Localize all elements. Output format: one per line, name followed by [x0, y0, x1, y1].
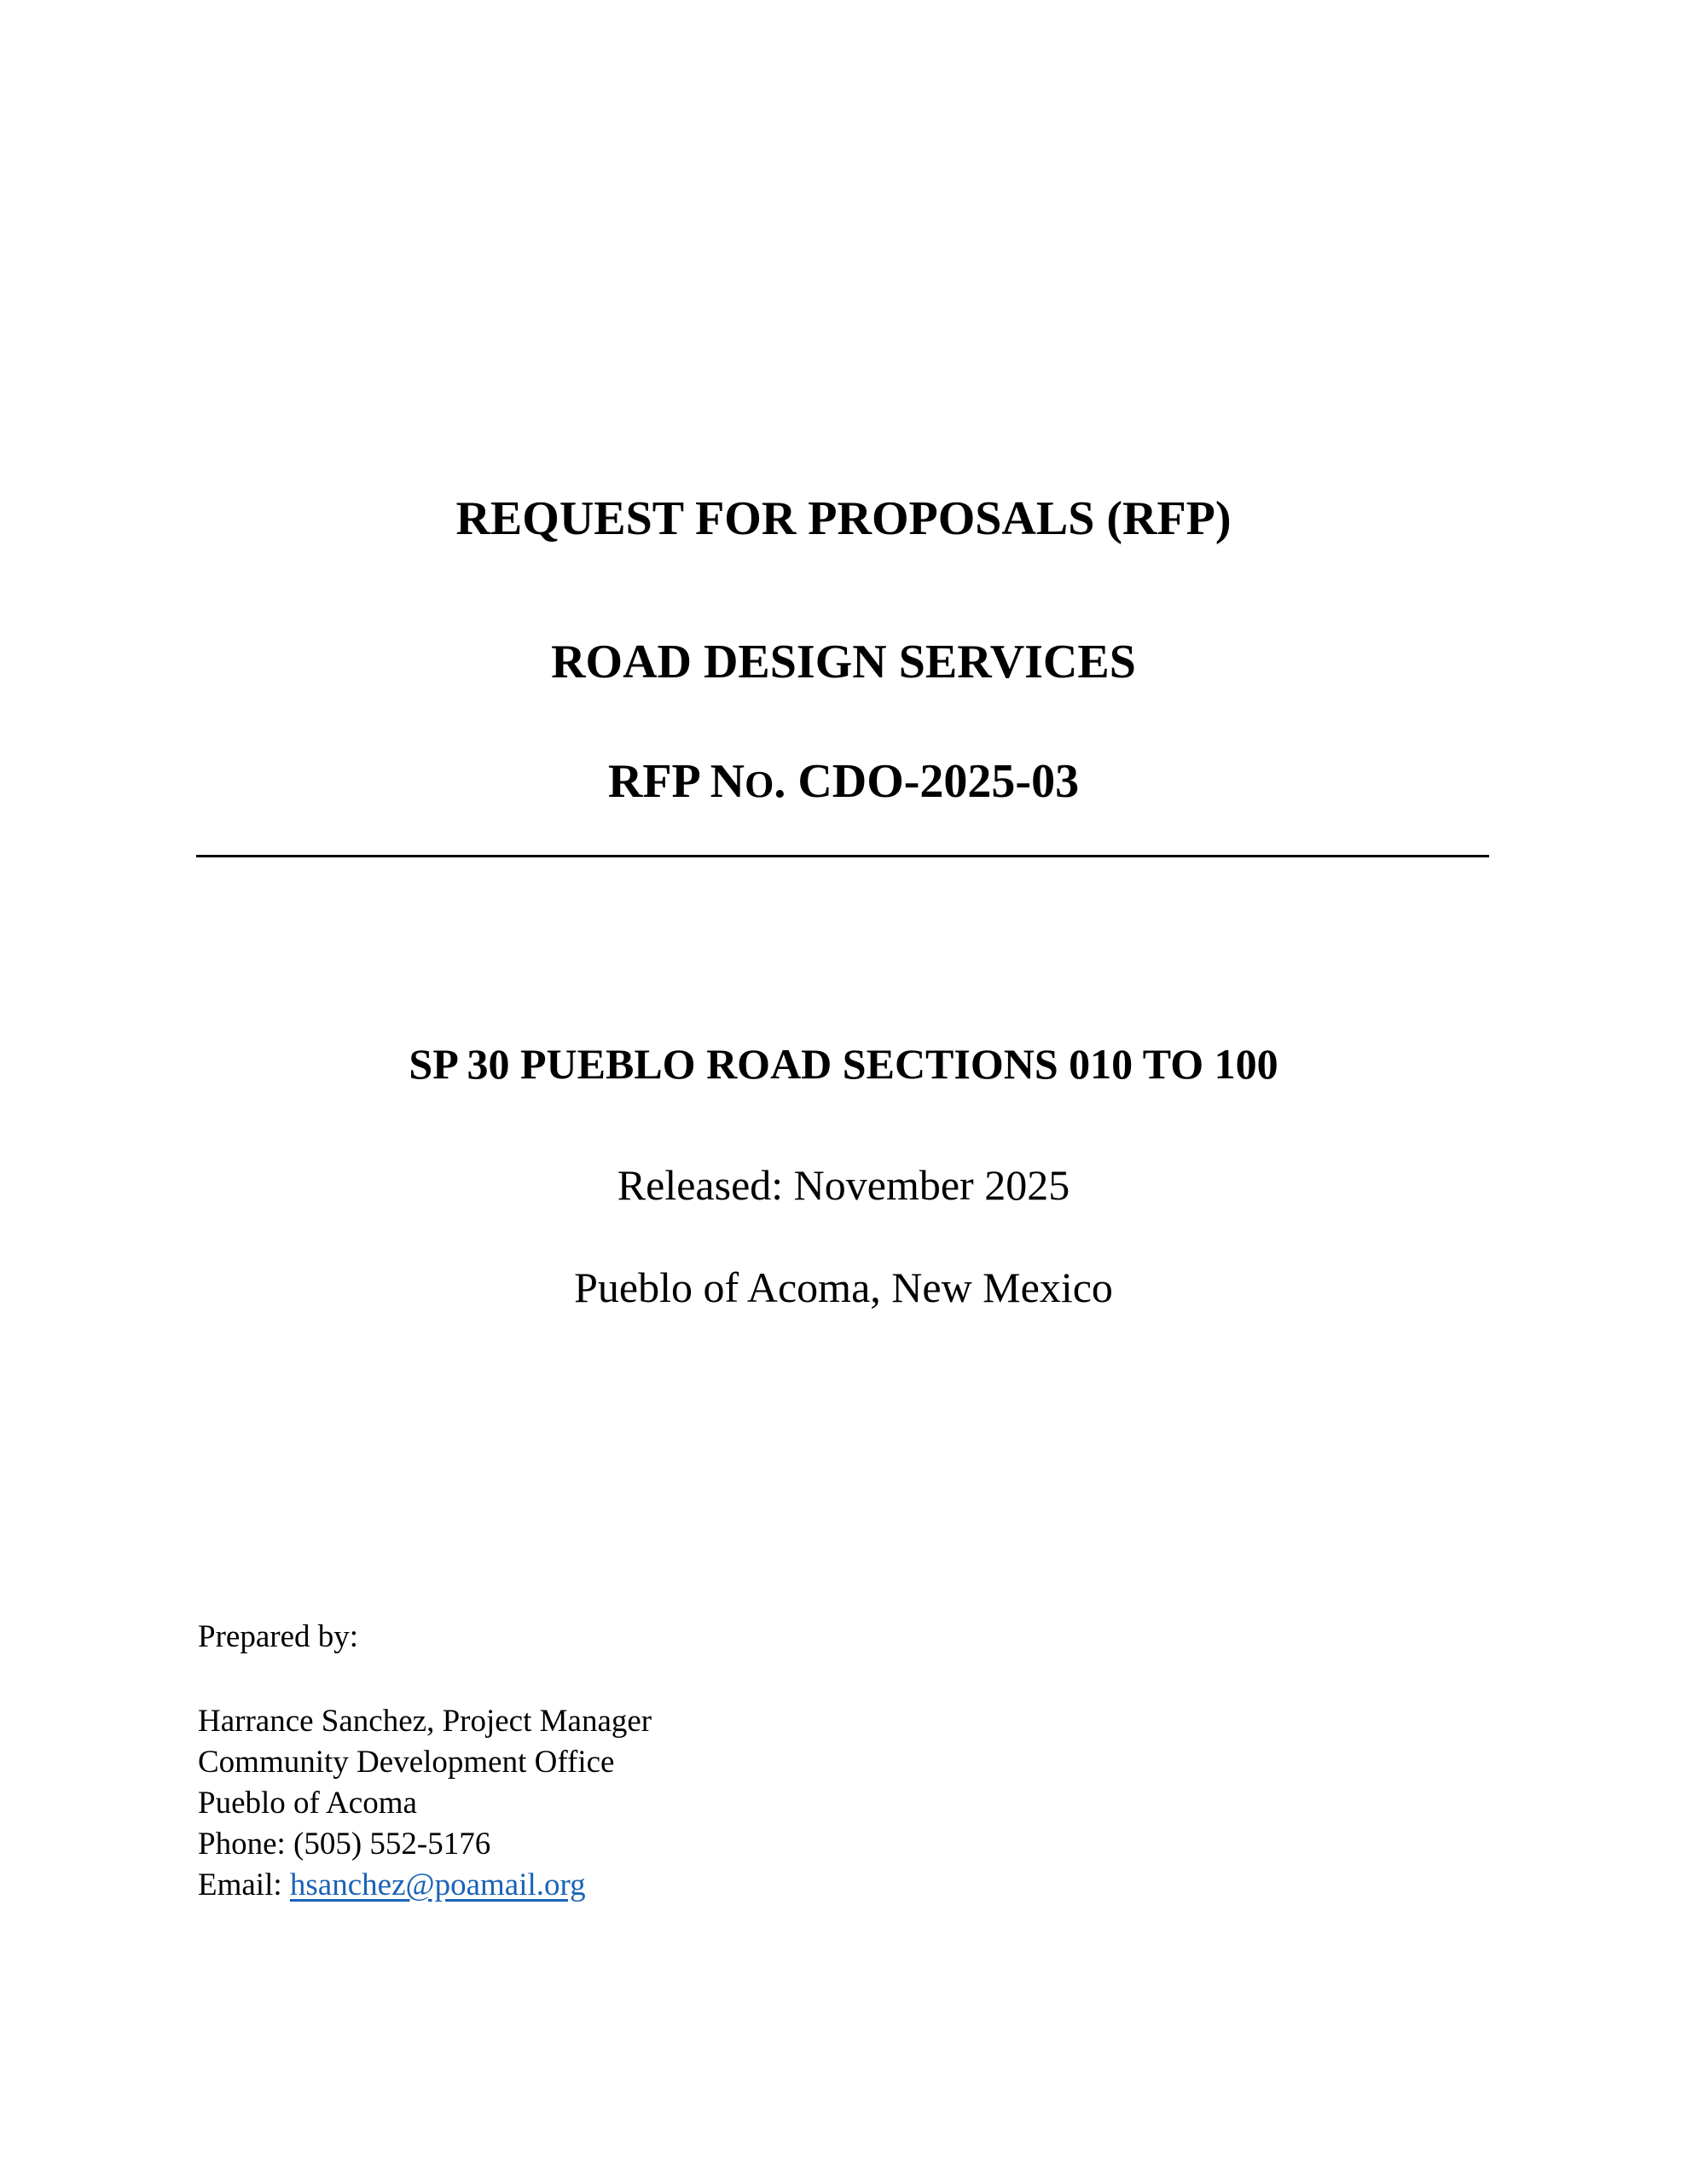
rfp-number-suffix: . CDO-2025-03 — [774, 755, 1080, 808]
contact-block — [198, 1701, 652, 1906]
horizontal-divider — [196, 855, 1489, 857]
location: Pueblo of Acoma, New Mexico — [574, 1263, 1113, 1311]
rfp-heading: REQUEST FOR PROPOSALS (RFP) — [455, 492, 1232, 545]
contact-phone: Phone: (505) 552-5176 — [198, 1827, 491, 1862]
project-title: SP 30 PUEBLO ROAD SECTIONS 010 TO 100 — [409, 1040, 1278, 1088]
email-link[interactable]: hsanchez@poamail.org — [289, 1867, 586, 1902]
rfp-number-prefix: RFP N — [607, 755, 745, 808]
services-heading: ROAD DESIGN SERVICES — [551, 636, 1136, 688]
release-date: Released: November 2025 — [617, 1161, 1070, 1209]
rfp-number — [0, 755, 1687, 808]
contact-office: Community Development Office — [198, 1745, 615, 1780]
prepared-by-label: Prepared by: — [198, 1619, 359, 1654]
contact-name-title: Harrance Sanchez, Project Manager — [198, 1704, 652, 1739]
email-label: Email: — [198, 1867, 290, 1902]
rfp-number-small-caps: O — [745, 764, 774, 805]
contact-email-line — [198, 1865, 652, 1906]
contact-organization: Pueblo of Acoma — [198, 1786, 417, 1821]
